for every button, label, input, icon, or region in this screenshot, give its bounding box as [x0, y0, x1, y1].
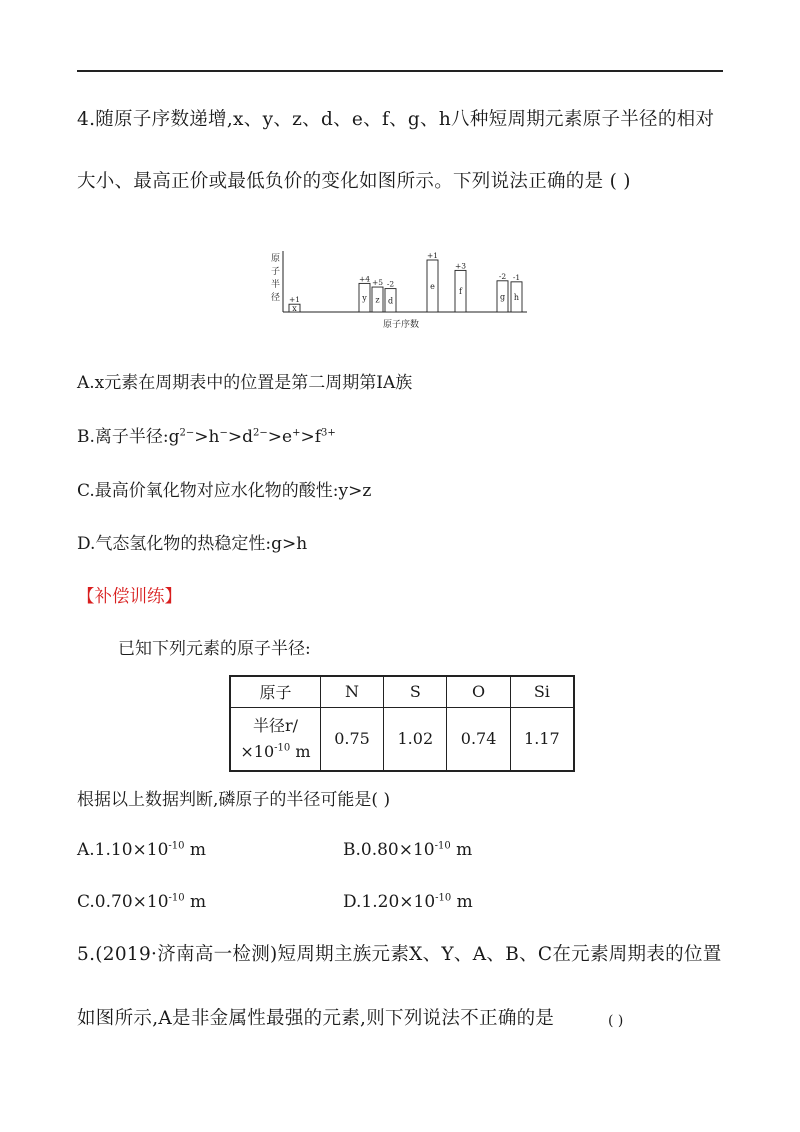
bar-label-g: g: [499, 292, 506, 302]
valence-label-e: +1: [426, 251, 439, 260]
opt-c-exp: -10: [168, 892, 185, 904]
q4-option-b-prefix: B.离子半径:: [77, 427, 169, 447]
ion-separator: >: [300, 427, 315, 447]
table-label-exp: -10: [274, 742, 291, 754]
table-header-row: [230, 676, 574, 707]
ion-charge: +: [292, 427, 301, 439]
ion-symbol: d: [242, 427, 253, 447]
q5-line1: 5.(2019·济南高一检测)短周期主族元素X、Y、A、B、C在元素周期表的位置: [77, 944, 722, 965]
ion-list: [169, 427, 336, 447]
table-cell: 0.74: [447, 707, 510, 771]
ion-symbol: h: [208, 427, 220, 447]
ylabel-char-1: 原: [271, 254, 281, 264]
bar-label-d: d: [387, 296, 394, 306]
valence-label-y: +4: [358, 274, 371, 284]
supplement-option-c: [77, 891, 206, 913]
bar-label-e: e: [430, 282, 435, 291]
q4-option-d: D.气态氢化物的热稳定性:g>h: [77, 534, 308, 554]
opt-b-text: B.0.80×10: [343, 840, 435, 860]
opt-c-text: C.0.70×10: [77, 892, 169, 912]
ion-separator: >: [194, 427, 209, 447]
q5-line2: 如图所示,A是非金属性最强的元素,则下列说法不正确的是: [77, 1008, 555, 1029]
supplement-title: 【补偿训练】: [77, 587, 182, 607]
atomic-radius-chart: [265, 245, 535, 337]
valence-label-x: +1: [288, 295, 301, 305]
ion-symbol: g: [168, 427, 180, 447]
supplement-option-b: [343, 839, 472, 861]
valence-label-f: +3: [454, 261, 467, 271]
opt-a-text: A.1.10×10: [77, 840, 169, 860]
opt-a-exp: -10: [168, 840, 185, 852]
bar-label-y: y: [362, 293, 367, 303]
bars-group: [289, 251, 522, 313]
opt-c-unit: m: [184, 892, 207, 912]
bar-label-h: h: [513, 292, 520, 302]
table-cell: 原子: [230, 676, 320, 707]
top-rule: [77, 70, 723, 72]
ion-symbol: e: [282, 427, 293, 447]
supplement-intro: 已知下列元素的原子半径:: [118, 639, 311, 659]
q4-line2: 大小、最高正价或最低负价的变化如图所示。下列说法正确的是 ( ): [77, 171, 631, 192]
table-label-unit: m: [290, 741, 311, 761]
ion-charge: 3+: [321, 427, 336, 439]
table-cell: Si: [510, 676, 574, 707]
opt-d-text: D.1.20×10: [343, 892, 436, 912]
valence-label-h: -1: [512, 272, 521, 282]
ion-charge: −: [219, 427, 228, 439]
table-cell: O: [447, 676, 510, 707]
table-cell: 0.75: [320, 707, 383, 771]
table-cell: 1.17: [510, 707, 574, 771]
supplement-question: 根据以上数据判断,磷原子的半径可能是( ): [77, 790, 391, 810]
bar-label-z: z: [375, 295, 380, 305]
ion-symbol: f: [314, 427, 321, 447]
table-row-label: [230, 707, 320, 771]
opt-a-unit: m: [184, 840, 207, 860]
valence-label-g: -2: [498, 271, 507, 281]
ylabel-char-3: 半: [271, 280, 281, 290]
opt-d-unit: m: [451, 892, 473, 912]
table-cell: 1.02: [384, 707, 447, 771]
q5-answer-paren: ( ): [608, 1013, 624, 1029]
q4-option-b: [77, 426, 336, 448]
q4-option-a: A.x元素在周期表中的位置是第二周期第ⅠA族: [77, 373, 413, 393]
q4-option-c: C.最高价氧化物对应水化物的酸性:y>z: [77, 481, 372, 501]
ion-charge: 2−: [179, 427, 195, 439]
table-cell: S: [384, 676, 447, 707]
table-label-line2: ×10: [240, 741, 275, 761]
table-cell: N: [320, 676, 383, 707]
table-value-row: [230, 707, 574, 771]
opt-d-exp: -10: [435, 892, 452, 904]
table-label-line1: 半径r/: [252, 715, 298, 735]
bar-label-f: f: [459, 287, 462, 297]
valence-label-d: -2: [386, 279, 395, 289]
ion-separator: >: [267, 427, 282, 447]
supplement-option-a: [77, 839, 206, 861]
radius-table: [229, 675, 575, 772]
ion-charge: 2−: [253, 427, 268, 439]
ylabel-char-4: 径: [271, 293, 281, 303]
y-axis-label: [271, 253, 280, 303]
q4-line1: 4.随原子序数递增,x、y、z、d、e、f、g、h八种短周期元素原子半径的相对: [77, 109, 715, 130]
ion-separator: >: [227, 427, 243, 447]
valence-label-z: +5: [371, 278, 384, 288]
bar-label-x: x: [292, 304, 297, 313]
opt-b-exp: -10: [434, 840, 451, 852]
opt-b-unit: m: [450, 840, 473, 860]
x-axis-label: 原子序数: [383, 320, 420, 330]
supplement-option-d: [343, 891, 473, 913]
ylabel-char-2: 子: [271, 267, 281, 277]
